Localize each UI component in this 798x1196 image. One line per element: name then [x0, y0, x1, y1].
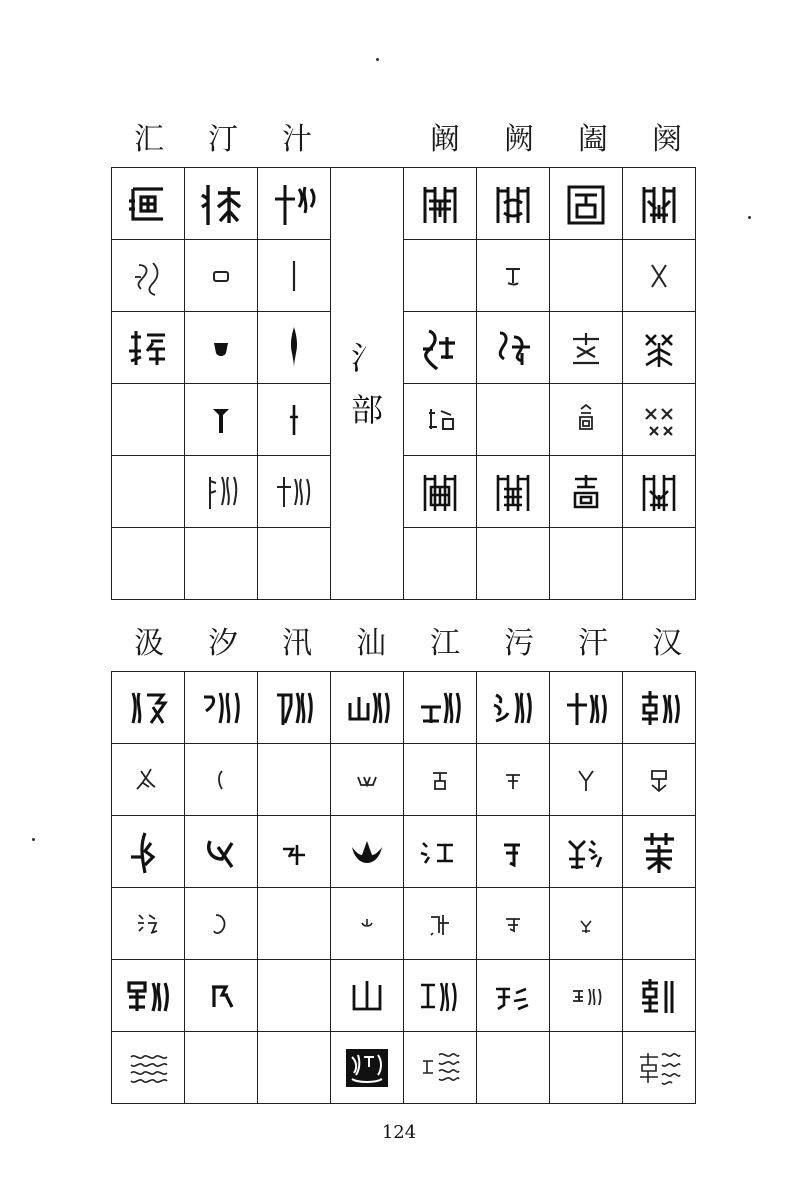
glyph-cell	[477, 744, 550, 816]
glyph-cell	[258, 168, 331, 240]
glyph-cell	[623, 168, 696, 240]
seal-glyph	[561, 467, 611, 517]
seal-glyph	[269, 467, 319, 517]
bronze-glyph	[196, 899, 246, 949]
glyph-cell	[112, 888, 185, 960]
seal-glyph	[488, 467, 538, 517]
stone-drum-glyph	[123, 1043, 173, 1093]
seal-glyph	[123, 971, 173, 1021]
bronze-glyph	[342, 827, 392, 877]
seal-glyph	[342, 971, 392, 1021]
seal-glyph	[634, 179, 684, 229]
empty-cell	[112, 456, 185, 528]
glyph-cell	[112, 744, 185, 816]
glyph-cell	[623, 744, 696, 816]
glyph-cell	[185, 168, 258, 240]
page-number: 124	[381, 1122, 417, 1143]
glyph-cell	[623, 384, 696, 456]
seal-glyph	[634, 467, 684, 517]
empty-cell	[404, 240, 477, 312]
glyph-cell	[404, 1032, 477, 1104]
glyph-cell	[404, 384, 477, 456]
glyph-cell	[623, 312, 696, 384]
header-char-kan: 阚	[430, 122, 460, 157]
glyph-cell	[550, 744, 623, 816]
bronze-glyph	[634, 827, 684, 877]
oracle-glyph	[488, 755, 538, 805]
empty-cell	[185, 528, 258, 600]
seal-glyph	[488, 683, 538, 733]
bronze-glyph	[415, 899, 465, 949]
scan-speck	[748, 216, 751, 219]
bronze-glyph	[634, 323, 684, 373]
glyph-cell	[477, 240, 550, 312]
oracle-glyph	[196, 251, 246, 301]
seal-glyph	[415, 971, 465, 1021]
bronze-glyph	[196, 323, 246, 373]
seal-glyph	[634, 971, 684, 1021]
radical-bu: 部	[350, 390, 383, 429]
glyph-cell	[112, 672, 185, 744]
glyph-cell	[550, 456, 623, 528]
stone-drum-glyph	[415, 1043, 465, 1093]
header-char-ting: 汀	[208, 122, 238, 157]
seal-glyph	[634, 683, 684, 733]
glyph-cell	[477, 960, 550, 1032]
bronze-glyph	[561, 899, 611, 949]
empty-cell	[477, 1032, 550, 1104]
oracle-glyph	[123, 755, 173, 805]
header-char-ji: 汲	[134, 626, 164, 661]
header-char-he: 阖	[578, 122, 608, 157]
oracle-glyph	[196, 755, 246, 805]
glyph-cell	[331, 960, 404, 1032]
header-char-que: 阙	[504, 122, 534, 157]
empty-cell	[550, 528, 623, 600]
empty-cell	[550, 1032, 623, 1104]
glyph-cell	[185, 816, 258, 888]
empty-cell	[258, 888, 331, 960]
empty-cell	[112, 528, 185, 600]
glyph-cell	[404, 960, 477, 1032]
glyph-cell	[550, 888, 623, 960]
empty-cell	[112, 384, 185, 456]
glyph-cell	[477, 312, 550, 384]
glyph-cell	[112, 960, 185, 1032]
glyph-cell	[477, 168, 550, 240]
header-char-xun: 汛	[282, 626, 312, 661]
glyph-cell	[477, 888, 550, 960]
glyph-cell	[112, 240, 185, 312]
header-char-hui: 汇	[134, 122, 164, 157]
seal-glyph	[269, 683, 319, 733]
seal-glyph	[196, 683, 246, 733]
glyph-cell	[258, 816, 331, 888]
seal-glyph	[488, 179, 538, 229]
header-char-han: 汗	[578, 626, 608, 661]
glyph-cell	[623, 960, 696, 1032]
oracle-glyph	[634, 755, 684, 805]
oracle-glyph	[342, 755, 392, 805]
glyph-cell	[477, 672, 550, 744]
header-char-xi: 汐	[208, 626, 238, 661]
glyph-cell	[112, 816, 185, 888]
seal-glyph	[196, 467, 246, 517]
empty-cell	[258, 528, 331, 600]
bronze-glyph	[488, 827, 538, 877]
header-char-han2: 汉	[652, 626, 682, 661]
seal-glyph	[561, 971, 611, 1021]
bottom-glyph-table	[111, 671, 696, 1104]
bronze-glyph	[415, 323, 465, 373]
bronze-glyph	[488, 899, 538, 949]
seal-glyph	[561, 179, 611, 229]
bronze-glyph	[561, 827, 611, 877]
glyph-cell	[185, 240, 258, 312]
seal-glyph	[488, 971, 538, 1021]
empty-cell	[477, 528, 550, 600]
oracle-glyph	[415, 755, 465, 805]
empty-cell	[623, 888, 696, 960]
glyph-cell	[477, 816, 550, 888]
seal-glyph	[561, 683, 611, 733]
bronze-glyph	[196, 395, 246, 445]
glyph-cell	[550, 816, 623, 888]
scan-speck	[32, 838, 35, 841]
glyph-cell	[404, 816, 477, 888]
header-char-que2: 阕	[652, 122, 682, 157]
bronze-glyph	[269, 395, 319, 445]
glyph-cell	[331, 672, 404, 744]
bronze-glyph	[415, 395, 465, 445]
glyph-cell	[404, 672, 477, 744]
bronze-glyph	[196, 827, 246, 877]
glyph-cell	[331, 1032, 404, 1104]
glyph-cell	[258, 384, 331, 456]
glyph-cell	[185, 384, 258, 456]
oracle-glyph	[561, 755, 611, 805]
bronze-glyph	[123, 899, 173, 949]
glyph-cell	[112, 168, 185, 240]
seal-glyph	[196, 179, 246, 229]
oracle-glyph	[634, 251, 684, 301]
header-char-zhi: 汁	[282, 122, 312, 157]
bronze-glyph	[269, 323, 319, 373]
glyph-cell	[185, 744, 258, 816]
empty-cell	[258, 960, 331, 1032]
glyph-cell	[185, 312, 258, 384]
glyph-cell	[258, 240, 331, 312]
bronze-glyph	[634, 395, 684, 445]
empty-cell	[623, 528, 696, 600]
bronze-glyph	[415, 827, 465, 877]
scan-speck	[376, 58, 379, 61]
seal-glyph	[269, 179, 319, 229]
glyph-cell	[185, 960, 258, 1032]
glyph-cell	[404, 312, 477, 384]
glyph-cell	[185, 672, 258, 744]
glyph-cell	[404, 888, 477, 960]
glyph-cell	[258, 456, 331, 528]
bronze-glyph	[561, 395, 611, 445]
top-glyph-table	[111, 167, 696, 600]
empty-cell	[477, 384, 550, 456]
seal-glyph	[123, 683, 173, 733]
glyph-cell	[623, 1032, 696, 1104]
glyph-cell	[185, 888, 258, 960]
empty-cell	[258, 744, 331, 816]
bronze-glyph	[123, 323, 173, 373]
bronze-glyph	[488, 323, 538, 373]
glyph-cell	[623, 240, 696, 312]
glyph-cell	[331, 888, 404, 960]
radical-water: 氵	[350, 338, 383, 377]
stone-drum-glyph	[634, 1043, 684, 1093]
stamp-glyph	[342, 1043, 392, 1093]
glyph-cell	[550, 960, 623, 1032]
glyph-cell	[112, 312, 185, 384]
oracle-glyph	[123, 251, 173, 301]
glyph-cell	[404, 168, 477, 240]
glyph-cell	[258, 672, 331, 744]
empty-cell	[258, 1032, 331, 1104]
glyph-cell	[550, 672, 623, 744]
header-char-jiang: 江	[430, 626, 460, 661]
bronze-glyph	[269, 827, 319, 877]
glyph-cell	[331, 744, 404, 816]
header-char-wu: 污	[504, 626, 534, 661]
glyph-cell	[550, 312, 623, 384]
glyph-cell	[258, 312, 331, 384]
seal-glyph	[415, 683, 465, 733]
oracle-glyph	[269, 251, 319, 301]
bronze-glyph	[123, 827, 173, 877]
glyph-cell	[112, 1032, 185, 1104]
seal-glyph	[342, 683, 392, 733]
seal-glyph	[123, 179, 173, 229]
glyph-cell	[404, 744, 477, 816]
header-char-shan: 汕	[356, 626, 386, 661]
radical-column	[331, 168, 404, 600]
empty-cell	[550, 240, 623, 312]
glyph-cell	[331, 816, 404, 888]
seal-glyph	[415, 467, 465, 517]
glyph-cell	[623, 816, 696, 888]
glyph-cell	[623, 672, 696, 744]
empty-cell	[185, 1032, 258, 1104]
glyph-cell	[404, 456, 477, 528]
bronze-glyph	[342, 899, 392, 949]
glyph-cell	[185, 456, 258, 528]
empty-cell	[404, 528, 477, 600]
glyph-cell	[623, 456, 696, 528]
bronze-glyph	[561, 323, 611, 373]
glyph-cell	[550, 168, 623, 240]
seal-glyph	[415, 179, 465, 229]
seal-glyph	[196, 971, 246, 1021]
glyph-cell	[477, 456, 550, 528]
glyph-cell	[550, 384, 623, 456]
oracle-glyph	[488, 251, 538, 301]
